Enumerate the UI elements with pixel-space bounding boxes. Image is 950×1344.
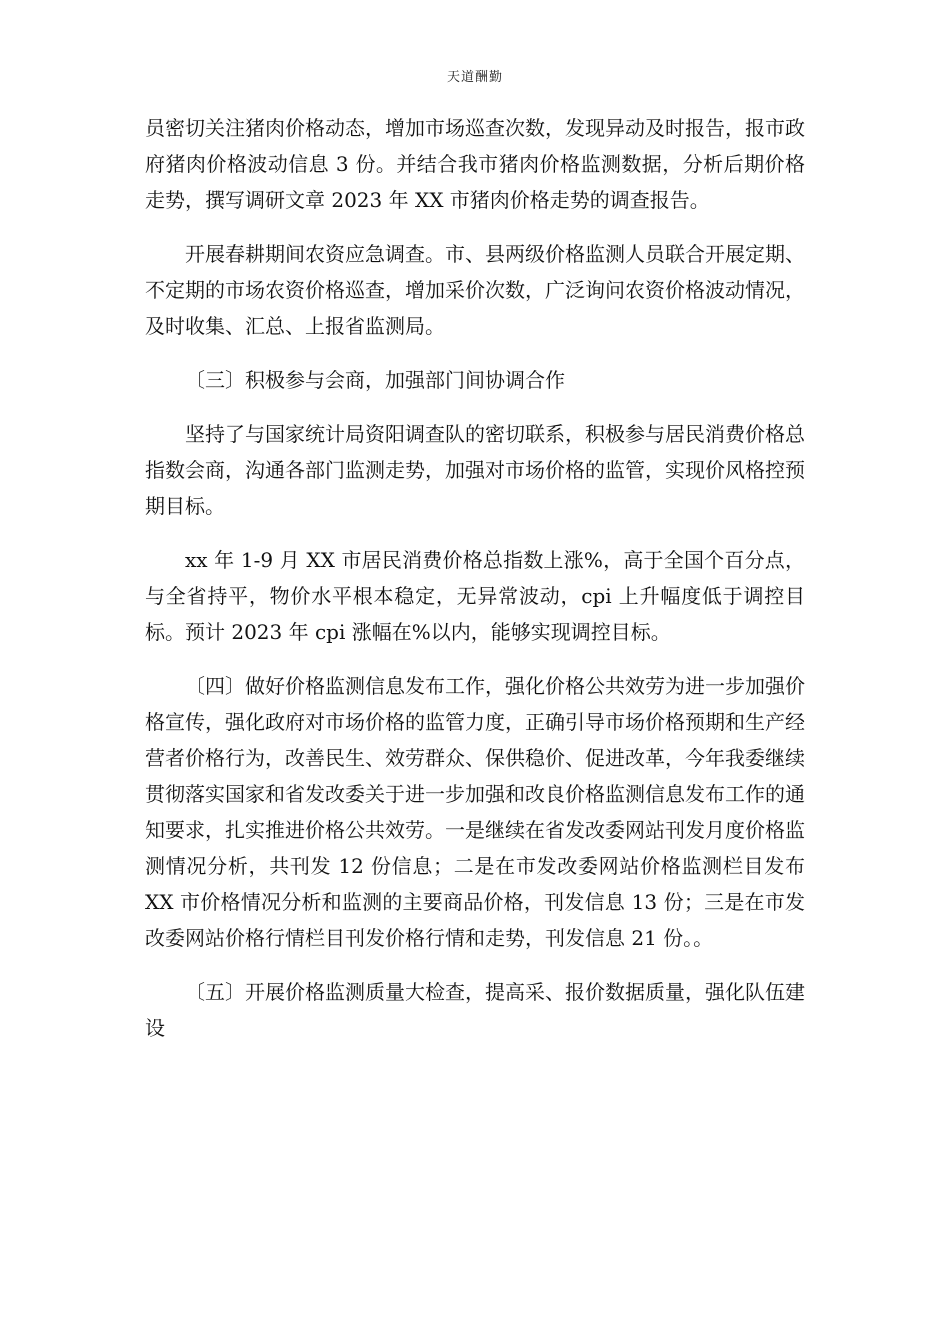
paragraph-info-release: 〔四〕做好价格监测信息发布工作，强化价格公共效劳为进一步加强价格宣传，强化政府对市场价格的监管力度，正确引导市场价格预期和生产经营者价格行为，改善民生、效劳群众、保供稳价、促进改革，今年我委继续贯彻落实国家和省发改委关于进一步加强和改良价格监测信息发布工作的通知要求，扎实推进价格公共效劳。一是继续在省发改委网站刊发月度价格监测情况分析，共刊发 12 份信息；二是在市发改委网站价格监测栏目发布 XX 市价格情况分析和监测的主要商品价格，刊发信息 13 份；三是在市发改委网站价格行情栏目刊发价格行情和走势，刊发信息 21 份。。 bbox=[145, 674, 805, 950]
document-body bbox=[145, 110, 805, 1064]
paragraph-cpi: xx 年 1-9 月 XX 市居民消费价格总指数上涨%，高于全国个百分点，与全省持平，物价水平根本稳定，无异常波动，cpi 上升幅度低于调控目标。预计 2023 年 cpi 涨幅在%以内，能够实现调控目标。 bbox=[145, 548, 805, 644]
paragraph-cooperation: 坚持了与国家统计局资阳调查队的密切联系，积极参与居民消费价格总指数会商，沟通各部门监测走势，加强对市场价格的监管，实现价风格控预期目标。 bbox=[145, 422, 805, 518]
section-heading-three: 〔三〕积极参与会商，加强部门间协调合作 bbox=[185, 368, 565, 392]
page-header: 天道酬勤 bbox=[446, 70, 503, 85]
section-heading-five: 〔五〕开展价格监测质量大检查，提高采、报价数据质量，强化队伍建设 bbox=[145, 980, 805, 1040]
paragraph-pork-price: 员密切关注猪肉价格动态，增加市场巡查次数，发现异动及时报告，报市政府猪肉价格波动信息 3 份。并结合我市猪肉价格监测数据，分析后期价格走势，撰写调研文章 2023 年 XX 市猪肉价格走势的调查报告。 bbox=[145, 116, 805, 212]
paragraph-spring-farming: 开展春耕期间农资应急调查。市、县两级价格监测人员联合开展定期、不定期的市场农资价格巡查，增加采价次数，广泛询问农资价格波动情况，及时收集、汇总、上报省监测局。 bbox=[145, 242, 805, 338]
